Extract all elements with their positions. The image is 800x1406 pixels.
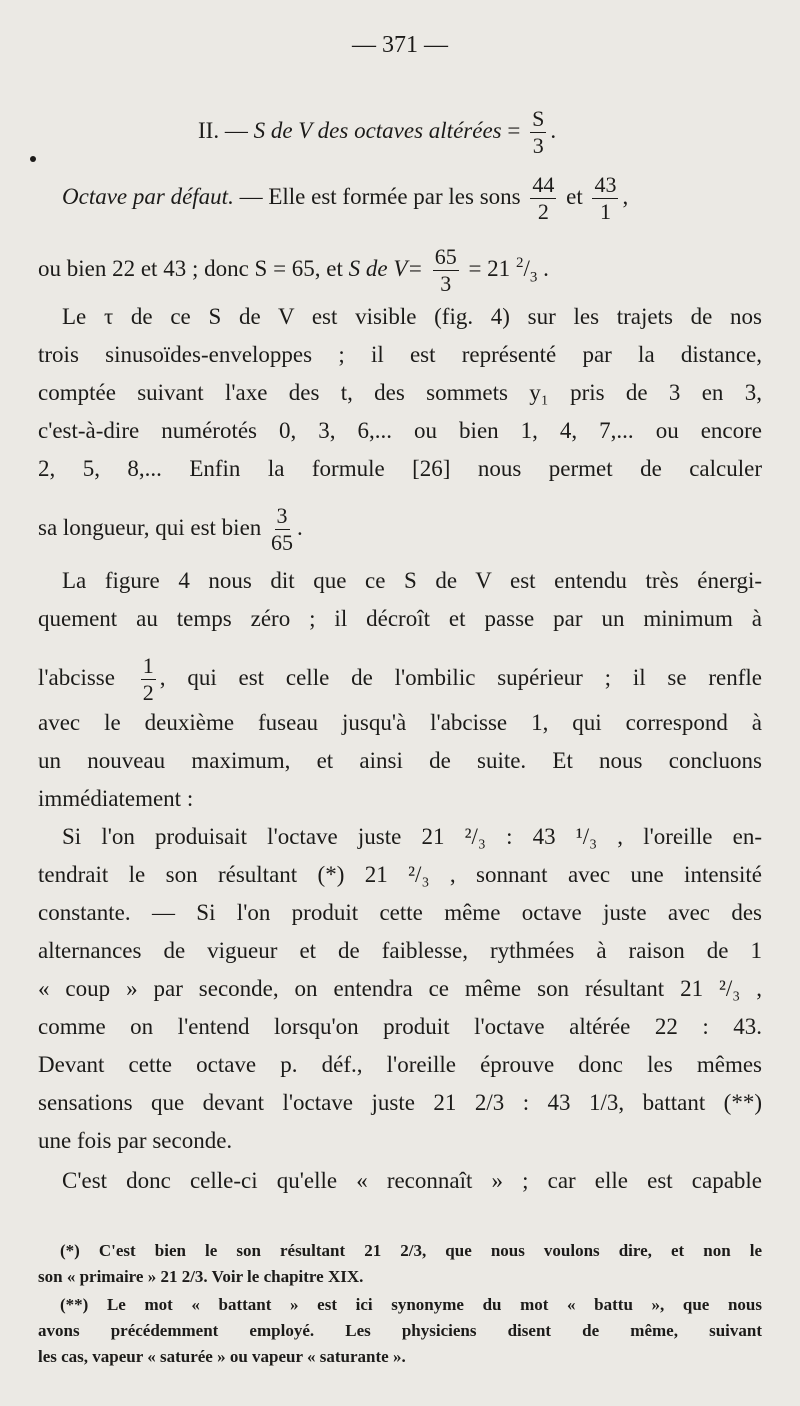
frac-num: 3	[276, 503, 288, 528]
frac-num: 65	[434, 244, 457, 269]
line2-italic: S de V=	[348, 255, 423, 281]
tail-sup: 2	[515, 255, 524, 272]
p2-abcisse-line	[38, 655, 762, 704]
heading-eq: =	[507, 117, 521, 143]
footnote-line: les cas, vapeur « saturée » ou vapeur « saturante ».	[38, 1347, 406, 1366]
p2-line: avec le deuxième fuseau jusqu'à l'abcisse 1, qui correspond à	[38, 710, 762, 735]
frac-den: 65	[271, 530, 294, 555]
fraction-1-2	[141, 655, 156, 704]
heading-num: S	[532, 106, 545, 131]
section-heading	[198, 108, 638, 157]
abcisse-pre: l'abcisse	[38, 664, 115, 690]
p1-line: trois sinusoïdes-enveloppes ; il est représenté par la distance,	[38, 342, 762, 367]
p1-last-end: .	[297, 514, 303, 540]
p3-line: une fois par seconde.	[38, 1128, 233, 1153]
p3-line: Si l'on produisait l'octave juste 21 ²/₃ : 43 ¹/₃ , l'oreille en-	[62, 824, 762, 849]
p1-line: comptée suivant l'axe des t, des sommets y₁ pris de 3 en 3,	[38, 380, 762, 405]
p2-line: quement au temps zéro ; il décroît et passe par un minimum à	[38, 606, 762, 631]
page-number: — 371 —	[352, 32, 448, 58]
fraction-44-2	[530, 174, 556, 223]
line2-text: ou bien 22 et 43 ; donc S = 65, et	[38, 255, 343, 281]
p3-line: alternances de vigueur et de faiblesse, rythmées à raison de 1	[38, 938, 762, 963]
p3-line: Devant cette octave p. déf., l'oreille éprouve donc les mêmes	[38, 1052, 762, 1077]
frac-den: 2	[142, 680, 154, 705]
p4-line: C'est donc celle-ci qu'elle « reconnaît » ; car elle est capable	[62, 1168, 762, 1193]
frac-den: 2	[537, 199, 549, 224]
line1-text: — Elle est formée par les sons	[239, 183, 521, 209]
heading-prefix: II. —	[198, 117, 248, 143]
p3-line: tendrait le son résultant (*) 21 ²/₃ , sonnant avec une intensité	[38, 862, 762, 887]
p3-line: sensations que devant l'octave juste 21 2/3 : 43 1/3, battant (**)	[38, 1090, 762, 1115]
heading-fraction	[530, 108, 546, 157]
p1-line: c'est-à-dire numérotés 0, 3, 6,... ou bien 1, 4, 7,... ou encore	[38, 418, 762, 443]
footnote-line: (*) C'est bien le son résultant 21 2/3, que nous voulons dire, et non le	[60, 1241, 762, 1260]
heading-italic: S de V des octaves altérées	[253, 117, 502, 143]
ink-dot	[30, 156, 36, 162]
octave-par-defaut: Octave par défaut.	[62, 183, 234, 209]
p1-last-line	[38, 505, 762, 554]
p1-line: 2, 5, 8,... Enfin la formule [26] nous permet de calculer	[38, 456, 762, 481]
p3-line: constante. — Si l'on produit cette même octave juste avec des	[38, 900, 762, 925]
line1-et: et	[566, 183, 583, 209]
frac-den: 1	[599, 199, 611, 224]
p3-line: comme on l'entend lorsqu'on produit l'octave altérée 22 : 43.	[38, 1014, 762, 1039]
footnote-line: (**) Le mot « battant » est ici synonyme du mot « battu », que nous	[60, 1295, 762, 1314]
abcisse-post: , qui est celle de l'ombilic supérieur ; il se renfle	[159, 664, 763, 690]
footnote-line: avons précédemment employé. Les physiciens disent de même, suivant	[38, 1321, 762, 1340]
fraction-65-3	[433, 246, 459, 295]
line-octave-defaut	[62, 174, 762, 223]
heading-end: .	[550, 117, 557, 143]
p1-last-text: sa longueur, qui est bien	[38, 514, 262, 540]
p2-line: un nouveau maximum, et ainsi de suite. Et nous concluons	[38, 748, 762, 773]
frac-den: 3	[440, 271, 452, 296]
frac-num: 43	[594, 172, 617, 197]
frac-num: 44	[532, 172, 555, 197]
line2-end: .	[543, 255, 549, 281]
fraction-43-1	[592, 174, 618, 223]
heading-den: 3	[532, 133, 544, 158]
p2-line: La figure 4 nous dit que ce S de V est entendu très énergi-	[62, 568, 762, 593]
p1-line: Le τ de ce S de V est visible (fig. 4) sur les trajets de nos	[62, 304, 762, 329]
line2-tail: = 21	[468, 255, 511, 281]
p2-line: immédiatement :	[38, 786, 194, 811]
line1-end: ,	[622, 183, 629, 209]
line-s-de-v: ou bien 22 et 43 ; donc S = 65, et S de V= $\frac{65}{3}$ = 21 $^2/_3$ .	[38, 244, 549, 296]
fraction-3-65	[271, 505, 293, 554]
footnote-line: son « primaire » 21 2/3. Voir le chapitre XIX.	[38, 1267, 364, 1286]
p3-line: « coup » par seconde, on entendra ce même son résultant 21 ²/₃ ,	[38, 976, 762, 1001]
tail-sub: 3	[529, 269, 538, 286]
frac-num: 1	[142, 653, 154, 678]
